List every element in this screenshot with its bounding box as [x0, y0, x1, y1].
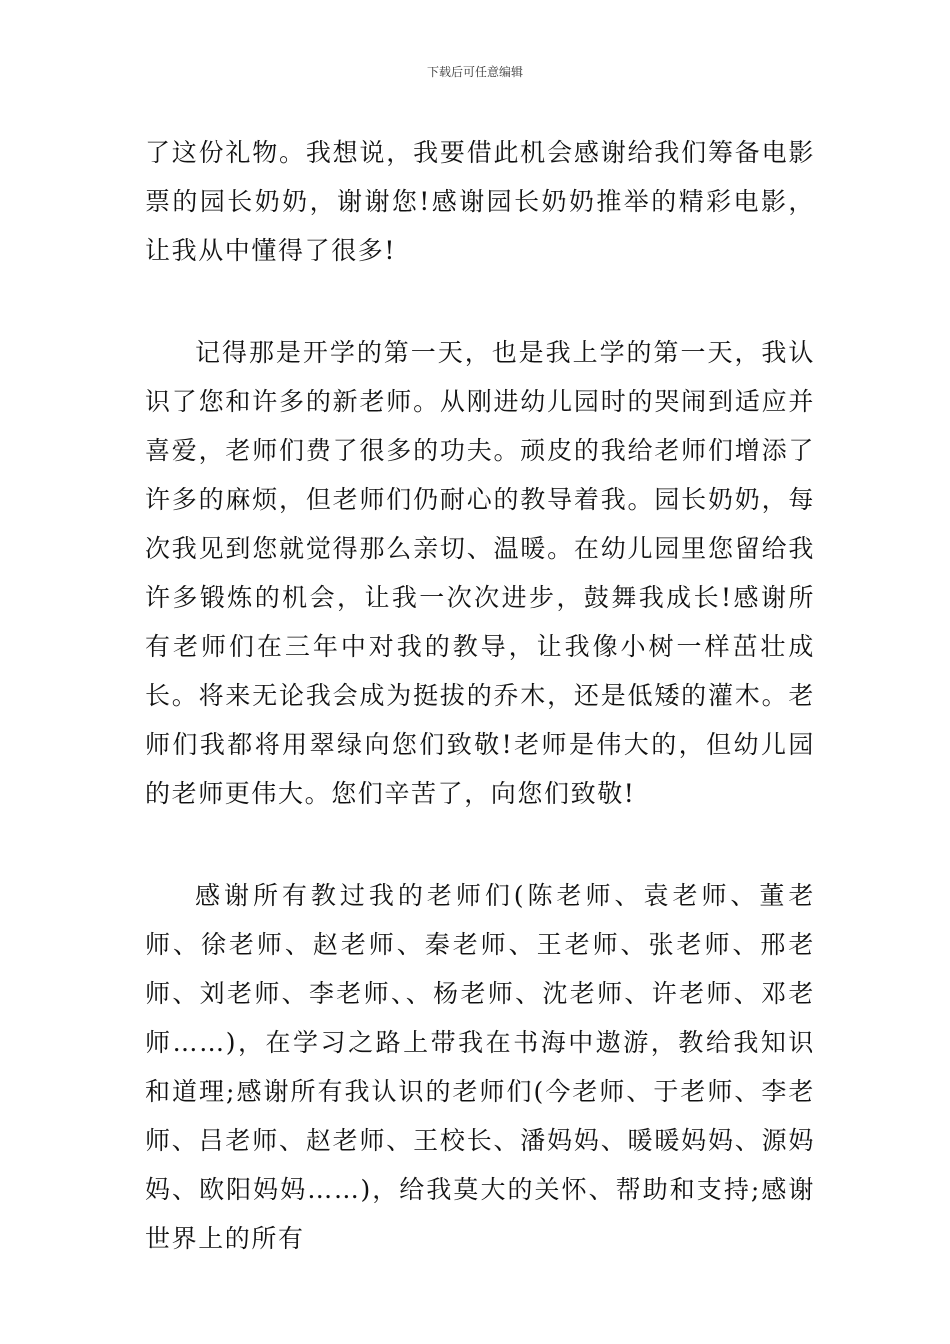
document-body	[145, 128, 815, 1263]
paragraph-3: 感谢所有教过我的老师们(陈老师、袁老师、董老师、徐老师、赵老师、秦老师、王老师、张老师、邢老师、刘老师、李老师、、杨老师、沈老师、许老师、邓老师……)，在学习之路上带我在书海中遨游，教给我知识和道理;感谢所有我认识的老师们(今老师、于老师、李老师、吕老师、赵老师、王校长、潘妈妈、暖暖妈妈、源妈妈、欧阳妈妈……)，给我莫大的关怀、帮助和支持;感谢世界上的所有	[145, 881, 815, 1253]
paragraph-1: 了这份礼物。我想说，我要借此机会感谢给我们筹备电影票的园长奶奶，谢谢您!感谢园长奶奶推举的精彩电影，让我从中懂得了很多!	[145, 138, 815, 265]
page-header: 下载后可任意编辑	[426, 65, 523, 79]
paragraph-spacer	[145, 275, 815, 328]
paragraph-2: 记得那是开学的第一天，也是我上学的第一天，我认识了您和许多的新老师。从刚进幼儿园时的哭闹到适应并喜爱，老师们费了很多的功夫。顽皮的我给老师们增添了许多的麻烦，但老师们仍耐心的教导着我。园长奶奶，每次我见到您就觉得那么亲切、温暖。在幼儿园里您留给我许多锻炼的机会，让我一次次进步，鼓舞我成长!感谢所有老师们在三年中对我的教导，让我像小树一样茁壮成长。将来无论我会成为挺拔的乔木，还是低矮的灌木。老师们我都将用翠绿向您们致敬!老师是伟大的，但幼儿园的老师更伟大。您们辛苦了，向您们致敬!	[145, 338, 815, 808]
paragraph-spacer	[145, 818, 815, 871]
